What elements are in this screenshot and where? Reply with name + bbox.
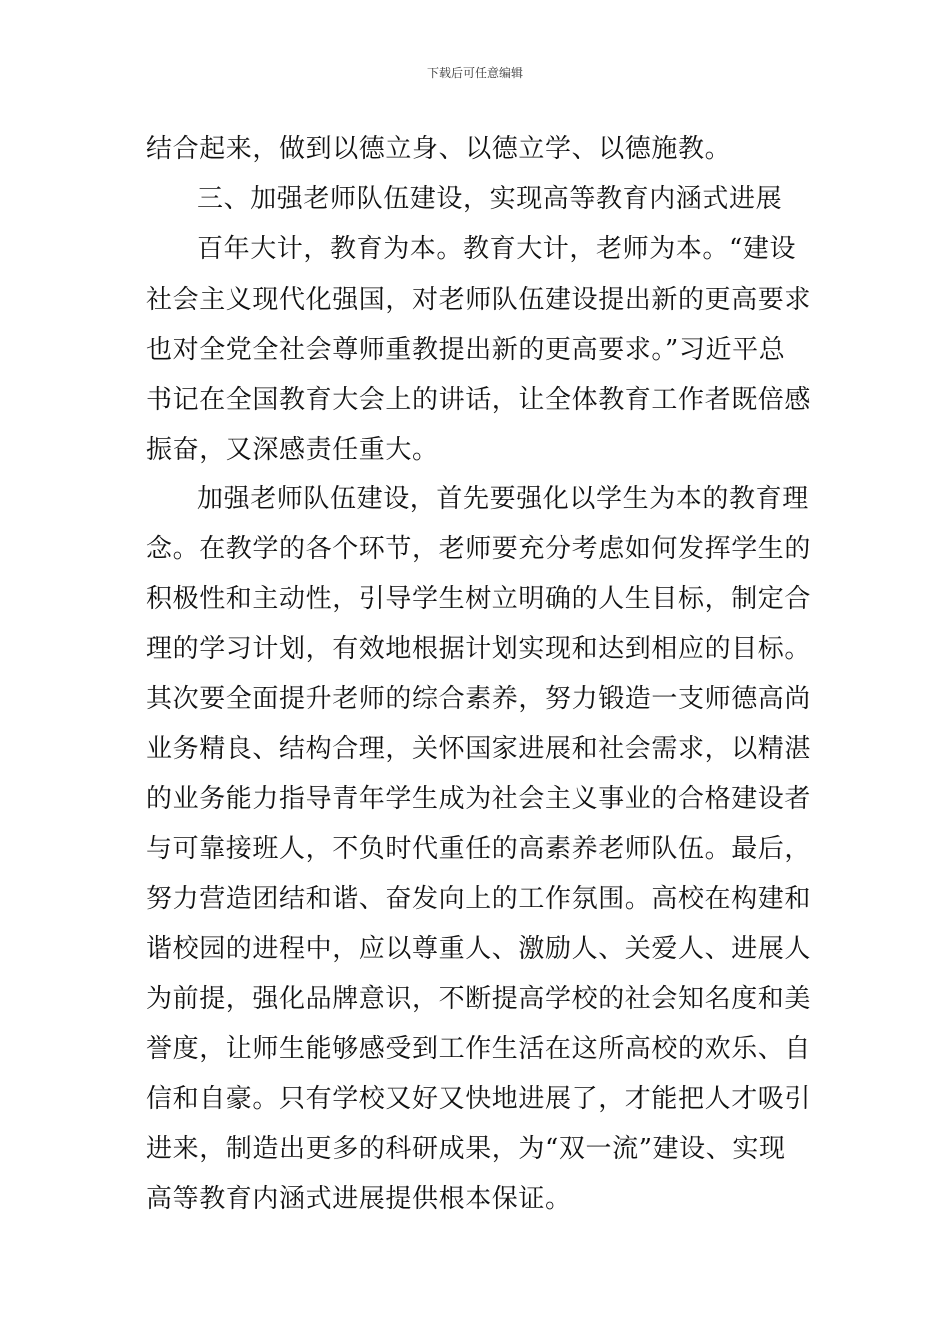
text-line: 进来，制造出更多的科研成果，为“双一流”建设、实现 bbox=[146, 1134, 786, 1164]
text-line: 书记在全国教育大会上的讲话，让全体教育工作者既倍感 bbox=[146, 385, 812, 415]
text-line: 高等教育内涵式进展提供根本保证。 bbox=[146, 1184, 572, 1214]
text-line: 社会主义现代化强国，对老师队伍建设提出新的更高要求 bbox=[146, 285, 812, 315]
text-line: 与可靠接班人，不负时代重任的高素养老师队伍。最后， bbox=[146, 834, 812, 864]
text-line: 信和自豪。只有学校又好又快地进展了，才能把人才吸引 bbox=[146, 1084, 812, 1114]
text-line: 的业务能力指导青年学生成为社会主义事业的合格建设者 bbox=[146, 784, 812, 814]
text-line: 理的学习计划，有效地根据计划实现和达到相应的目标。 bbox=[146, 634, 812, 664]
text-line: 加强老师队伍建设，首先要强化以学生为本的教育理 bbox=[197, 484, 809, 514]
text-line: 谐校园的进程中，应以尊重人、激励人、关爱人、进展人 bbox=[146, 934, 812, 964]
text-line: 振奋，又深感责任重大。 bbox=[146, 435, 439, 465]
text-line: 努力营造团结和谐、奋发向上的工作氛围。高校在构建和 bbox=[146, 884, 812, 914]
text-line: 也对全党全社会尊师重教提出新的更高要求。”习近平总 bbox=[146, 335, 786, 365]
text-line: 百年大计，教育为本。教育大计，老师为本。“建设 bbox=[197, 234, 797, 264]
text-line: 为前提，强化品牌意识，不断提高学校的社会知名度和美 bbox=[146, 984, 812, 1014]
text-line: 结合起来，做到以德立身、以德立学、以德施教。 bbox=[146, 134, 732, 164]
text-line: 业务精良、结构合理，关怀国家进展和社会需求，以精湛 bbox=[146, 734, 812, 764]
page-header: 下载后可任意编辑 bbox=[426, 66, 523, 80]
text-line: 誉度，让师生能够感受到工作生活在这所高校的欢乐、自 bbox=[146, 1034, 812, 1064]
text-line: 念。在教学的各个环节，老师要充分考虑如何发挥学生的 bbox=[146, 534, 812, 564]
section-heading: 三、加强老师队伍建设，实现高等教育内涵式进展 bbox=[197, 184, 783, 214]
text-line: 积极性和主动性，引导学生树立明确的人生目标，制定合 bbox=[146, 584, 812, 614]
text-line: 其次要全面提升老师的综合素养，努力锻造一支师德高尚 bbox=[146, 684, 812, 714]
